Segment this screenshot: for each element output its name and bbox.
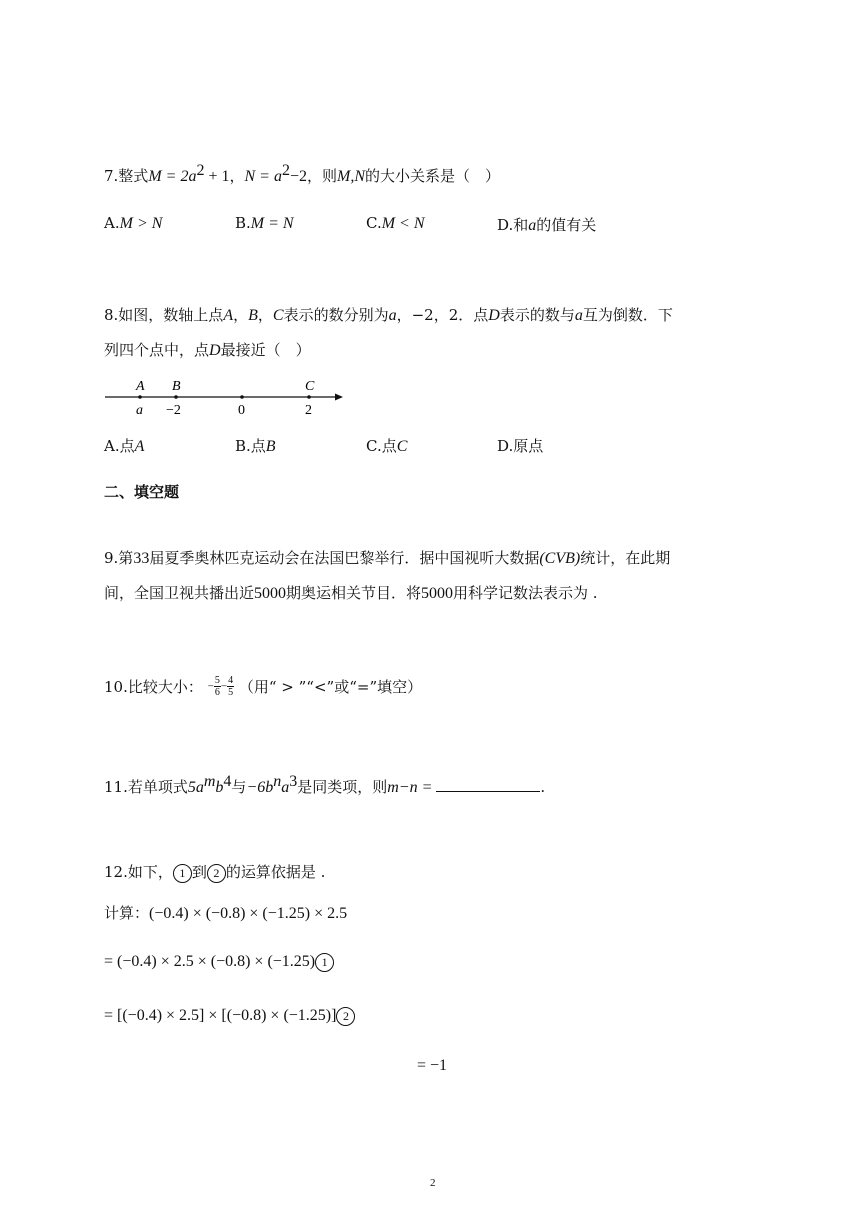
q7-middle: ，则 <box>306 167 337 185</box>
option-label: D.和 <box>497 216 529 234</box>
q9-cvb: (CVB) <box>539 550 581 567</box>
answer-blank[interactable] <box>436 777 540 792</box>
exp: n <box>273 773 282 790</box>
q8-text: 最接近（ ） <box>220 341 311 359</box>
label-a: A <box>136 379 145 394</box>
q8-text: 8.如图，数轴上点 <box>104 306 224 324</box>
tick-label-2: 2 <box>305 403 312 418</box>
q7-option-c[interactable] <box>366 214 425 233</box>
option-var: B <box>265 438 276 455</box>
circled-1: 1 <box>173 864 192 883</box>
q8-text: 互为倒数．下 <box>582 306 673 324</box>
tick-label-neg2: −2 <box>166 403 181 418</box>
q8-stem-line2 <box>104 339 311 360</box>
q8-text: 表示的数与 <box>499 306 575 324</box>
q12-step2 <box>104 1006 355 1026</box>
q11-mid: 与 <box>231 778 247 796</box>
q8-stem-line1 <box>104 304 673 325</box>
var: b <box>215 779 224 796</box>
q10-suffix: （用“ > ”“<”或“=”填空） <box>238 678 423 696</box>
option-label: B.点 <box>235 437 266 455</box>
exp: m <box>203 773 216 790</box>
option-label: C. <box>366 214 382 232</box>
q9-text: 间，全国卫视共播出近 <box>104 584 255 602</box>
q11-expr: m−n = <box>387 779 437 796</box>
option-text: 的值有关 <box>536 216 597 234</box>
calc-label: 计算： <box>104 904 150 922</box>
q8-var-a: a <box>388 307 397 324</box>
step-expr: = [(−0.4) × 2.5] × [(−0.8) × (−1.25)] <box>104 1007 337 1024</box>
step-expr: = −1 <box>417 1057 448 1074</box>
exp: 3 <box>289 773 298 790</box>
label-b: B <box>172 379 181 394</box>
page-number: 2 <box>430 1177 436 1189</box>
fraction-denominator: 5 <box>228 687 234 698</box>
q8-point-b: B <box>248 307 258 324</box>
q7-option-b[interactable] <box>235 214 294 233</box>
option-var: C <box>396 438 408 455</box>
fraction-numerator: 4 <box>228 675 234 686</box>
section-heading: 二、填空题 <box>104 483 180 501</box>
q8-point-d: D <box>209 342 221 359</box>
q7-expr-n-rest: −2 <box>289 168 307 185</box>
q9-stem-line2 <box>104 582 598 603</box>
q9-num: 33 <box>133 550 150 567</box>
q9-num: 5000 <box>421 585 454 602</box>
number-line-figure <box>100 372 350 422</box>
option-label: A. <box>104 214 120 232</box>
q11-stem <box>104 773 545 797</box>
q12-prefix: 12.如下， <box>104 863 173 881</box>
option-expr: M < N <box>381 215 425 232</box>
q9-text: 期奥运相关节目．将 <box>286 584 422 602</box>
q9-stem-line1 <box>104 547 670 568</box>
option-label: C.点 <box>366 437 397 455</box>
q7-option-d[interactable] <box>497 214 596 235</box>
q12-calc <box>104 902 347 923</box>
fraction-four-fifths <box>227 675 234 698</box>
option-label: D.原点 <box>497 437 544 455</box>
option-var: A <box>134 438 145 455</box>
number-line-arrow <box>335 394 343 401</box>
point-c-dot <box>307 395 311 399</box>
q8-comma: ， <box>257 306 273 324</box>
q8-point-c: C <box>272 307 284 324</box>
circled-2: 2 <box>207 864 226 883</box>
minus-sign: − <box>207 680 214 693</box>
fraction-five-sixths <box>214 675 221 698</box>
q12-to: 到 <box>191 863 207 881</box>
var: a <box>281 779 290 796</box>
q7-expr-mn: M,N <box>337 168 365 185</box>
q8-option-c[interactable] <box>366 435 407 456</box>
q8-comma: ， <box>233 306 249 324</box>
tick-label-a: a <box>136 403 143 418</box>
option-label: B. <box>235 214 251 232</box>
q7-stem <box>104 162 500 186</box>
q9-num: 5000 <box>254 585 287 602</box>
circled-1: 1 <box>315 953 334 972</box>
minus-sign: − <box>220 680 228 693</box>
q7-suffix: 的大小关系是（ ） <box>365 167 501 185</box>
q7-expr-m-exp: 2 <box>196 162 205 179</box>
q8-point-a: A <box>223 307 234 324</box>
step-expr: = (−0.4) × 2.5 × (−0.8) × (−1.25) <box>104 953 316 970</box>
q9-text: 用科学记数法表示为 . <box>453 584 598 602</box>
circled-2: 2 <box>336 1007 355 1026</box>
monomial-1: 5a <box>187 779 204 796</box>
q10-stem <box>104 675 422 698</box>
q8-option-b[interactable] <box>235 435 276 456</box>
q8-text: ，−2，2．点 <box>396 306 489 324</box>
q9-text: 统计，在此期 <box>580 549 671 567</box>
monomial-2: −6b <box>246 779 274 796</box>
q12-step3 <box>417 1056 447 1075</box>
point-a-dot <box>138 395 142 399</box>
option-label: A.点 <box>104 437 135 455</box>
q12-stem <box>104 861 325 883</box>
option-var: a <box>528 217 537 234</box>
q8-text: 表示的数分别为 <box>283 306 389 324</box>
q7-sep: ， <box>229 167 245 185</box>
option-expr: M > N <box>119 215 163 232</box>
q7-expr-m-rest: + 1 <box>204 168 230 185</box>
q12-step1 <box>104 952 334 972</box>
q9-text: 届夏季奥林匹克运动会在法国巴黎举行．据中国视听大数据 <box>149 549 540 567</box>
q11-suffix: 是同类项，则 <box>297 778 388 796</box>
exp: 4 <box>223 773 232 790</box>
calc-expr: (−0.4) × (−0.8) × (−1.25) × 2.5 <box>149 905 348 922</box>
q8-option-a[interactable] <box>104 435 144 456</box>
q11-prefix: 11.若单项式 <box>104 778 188 796</box>
fraction-denominator: 6 <box>214 687 220 698</box>
q11-end: . <box>540 778 546 796</box>
q7-expr-n: N = a <box>244 168 282 185</box>
q9-text: 9.第 <box>104 549 134 567</box>
point-b-dot <box>174 395 178 399</box>
q7-expr-n-exp: 2 <box>281 162 290 179</box>
label-c: C <box>305 379 315 394</box>
q8-var-a: a <box>574 307 583 324</box>
q7-option-a[interactable] <box>104 214 162 233</box>
origin-dot <box>240 395 244 399</box>
q7-expr-m: M = 2a <box>148 168 197 185</box>
q8-text: 列四个点中，点 <box>104 341 210 359</box>
fraction-numerator: 5 <box>214 675 220 686</box>
tick-label-0: 0 <box>238 403 245 418</box>
q7-prefix: 7.整式 <box>104 167 149 185</box>
q8-option-d[interactable] <box>497 435 543 456</box>
q10-prefix: 10.比较大小： <box>104 678 203 696</box>
q12-suffix: 的运算依据是 . <box>225 863 326 881</box>
q8-point-d: D <box>488 307 500 324</box>
option-expr: M = N <box>250 215 294 232</box>
